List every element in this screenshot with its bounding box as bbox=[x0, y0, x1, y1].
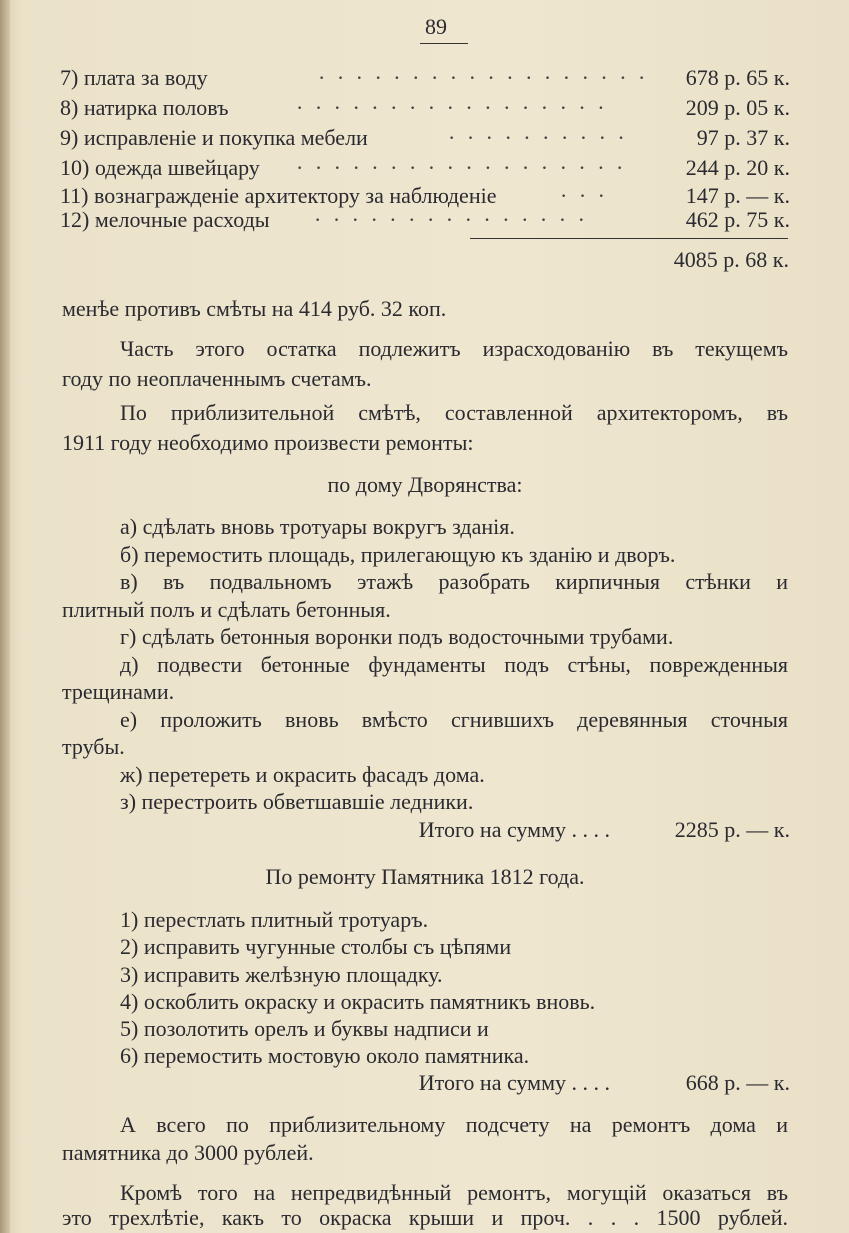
expense-label: 11) вознагражденіе архитектору за наблюденіе bbox=[60, 183, 497, 208]
paragraph-line: По приблизительной смѣтѣ, составленной архитекторомъ, въ bbox=[120, 400, 788, 425]
expense-row bbox=[60, 204, 790, 236]
section-heading-monument: По ремонту Памятника 1812 года. bbox=[265, 864, 585, 889]
expense-row bbox=[60, 62, 790, 94]
expense-dots: · · · · · · · · · · · · · · · bbox=[314, 207, 588, 232]
list-item: 1) перестлать плитный тротуаръ. bbox=[120, 907, 429, 932]
expense-dots: · · · · · · · · · · · · · · · · · · bbox=[296, 155, 627, 180]
page-number-rule bbox=[420, 43, 468, 44]
list-item: 3) исправить желѣзную площадку. bbox=[120, 962, 443, 987]
less-than-estimate: менѣе противъ смѣты на 414 руб. 32 коп. bbox=[62, 296, 447, 321]
expense-label: 9) исправленіе и покупка мебели bbox=[60, 125, 368, 150]
list-item-continuation: плитный полъ и сдѣлать бетонныя. bbox=[62, 597, 391, 622]
expense-dots: · · · · · · · · · · · · · · · · · bbox=[296, 95, 608, 120]
expense-label: 12) мелочные расходы bbox=[60, 207, 270, 232]
expense-amount: 244 р. 20 к. bbox=[685, 155, 790, 180]
expense-amount: 147 р. — к. bbox=[685, 183, 790, 208]
list-item: з) перестроить обветшавшіе ледники. bbox=[120, 789, 474, 814]
house-total-row bbox=[60, 815, 790, 845]
paragraph-line: году по неоплаченнымъ счетамъ. bbox=[62, 366, 372, 391]
monument-total-label: Итого на сумму . . . . bbox=[418, 1070, 610, 1095]
list-item: е) проложить вновь вмѣсто сгнившихъ деревянныя сточныя bbox=[120, 707, 788, 732]
list-item: 4) оскоблить окраску и окрасить памятникъ вновь. bbox=[120, 989, 596, 1014]
paragraph-line: Часть этого остатка подлежитъ израсходованію въ текущемъ bbox=[120, 336, 788, 361]
expense-row bbox=[60, 122, 790, 154]
expense-amount: 462 р. 75 к. bbox=[685, 207, 790, 232]
section-heading-house: по дому Дворянства: bbox=[327, 472, 523, 497]
expense-dots: · · · · · · · · · · · · · · · · · · bbox=[318, 65, 649, 90]
list-item: 5) позолотить орелъ и буквы надписи и bbox=[120, 1016, 489, 1041]
expense-label: 8) натирка половъ bbox=[60, 95, 229, 120]
expenses-total: 4085 р. 68 к. bbox=[673, 247, 789, 272]
list-item: д) подвести бетонные фундаменты подъ стѣны, поврежденныя bbox=[120, 652, 788, 677]
monument-total-amount: 668 р. — к. bbox=[685, 1070, 790, 1095]
list-item: 6) перемостить мостовую около памятника. bbox=[120, 1043, 530, 1068]
monument-total-row bbox=[60, 1068, 790, 1098]
list-item: а) сдѣлать вновь тротуары вокругъ зданія. bbox=[120, 514, 515, 539]
paragraph-line: это трехлѣтіе, какъ то окраска крыши и проч. . . . 1500 рублей. bbox=[62, 1205, 788, 1230]
expense-label: 10) одежда швейцару bbox=[60, 155, 260, 180]
house-total-amount: 2285 р. — к. bbox=[674, 817, 790, 842]
expense-amount: 209 р. 05 к. bbox=[685, 95, 790, 120]
expense-dots: · · · · · · · · · · bbox=[448, 125, 628, 150]
list-item: в) въ подвальномъ этажѣ разобрать кирпичныя стѣнки и bbox=[120, 569, 788, 594]
list-item-continuation: трещинами. bbox=[62, 679, 175, 704]
paragraph-line: памятника до 3000 рублей. bbox=[62, 1140, 314, 1165]
paragraph-line: Кромѣ того на непредвидѣнный ремонтъ, могущій оказаться въ bbox=[120, 1180, 788, 1205]
expense-amount: 678 р. 65 к. bbox=[685, 65, 790, 90]
list-item: г) сдѣлать бетонныя воронки подъ водосточными трубами. bbox=[120, 624, 674, 649]
expense-dots: · · · bbox=[560, 183, 608, 208]
expense-amount: 97 р. 37 к. bbox=[696, 125, 790, 150]
sum-rule bbox=[470, 238, 788, 239]
expense-row bbox=[60, 92, 790, 124]
house-total-label: Итого на сумму . . . . bbox=[418, 817, 610, 842]
list-item: б) перемостить площадь, прилегающую къ зданію и дворъ. bbox=[120, 542, 676, 567]
paragraph-line: 1911 году необходимо произвести ремонты: bbox=[62, 430, 474, 455]
list-item: ж) перетереть и окрасить фасадъ дома. bbox=[120, 762, 485, 787]
paragraph-line: А всего по приблизительному подсчету на ремонтъ дома и bbox=[120, 1112, 788, 1137]
book-spine-shadow bbox=[0, 0, 10, 1233]
list-item: 2) исправить чугунные столбы съ цѣпями bbox=[120, 934, 512, 959]
list-item-continuation: трубы. bbox=[62, 734, 125, 759]
page-number: 89 bbox=[425, 14, 447, 39]
expense-label: 7) плата за воду bbox=[60, 65, 208, 90]
